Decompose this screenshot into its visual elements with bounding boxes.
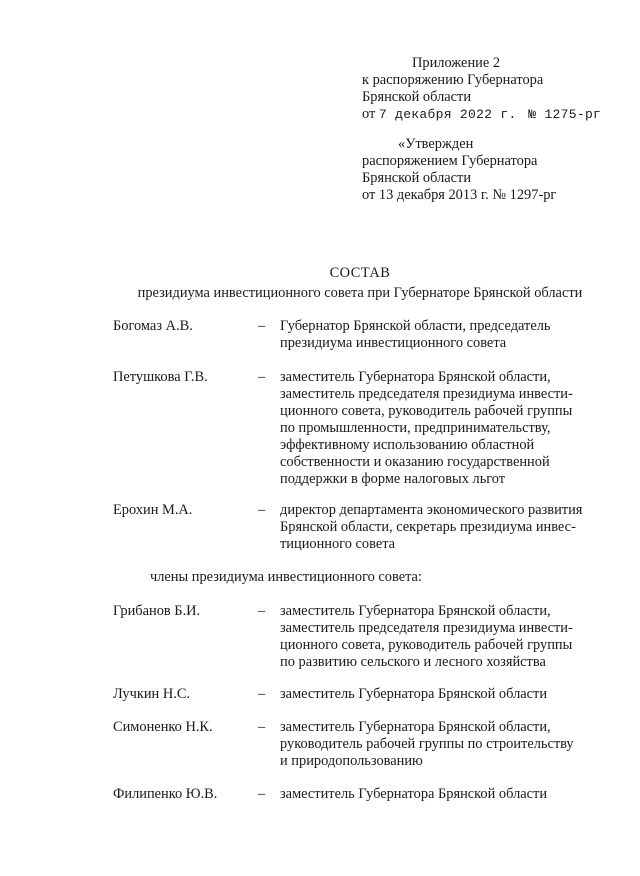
person-position [280,686,585,703]
position-line: Губернатор Брянской области, председатель [280,318,551,334]
position-line: по промышленности, предпринимательству, [280,420,551,436]
dash: – [258,686,266,702]
position-line: заместитель председателя президиума инвести- [280,620,573,636]
appendix-date-line [362,106,601,123]
person-position [280,318,585,352]
dash: – [258,603,266,619]
members-label: члены президиума инвестиционного совета: [150,569,422,585]
position-line: тиционного совета [280,536,396,552]
dash: – [258,318,266,334]
approved-line: от 13 декабря 2013 г. № 1297-рг [362,187,557,203]
dash: – [258,369,266,385]
person-position [280,719,585,770]
handwritten-date: 7 декабря 2022 г. [378,107,517,122]
person-name: Ерохин М.А. [113,502,193,518]
position-line: директор департамента экономического развития [280,502,583,518]
person-position [280,603,585,671]
dash: – [258,502,266,518]
position-line: заместитель Губернатора Брянской области [280,686,548,702]
person-position [280,502,585,553]
appendix-line: Брянской области [362,89,472,105]
position-line: руководитель рабочей группы по строительству [280,736,574,752]
order-number: № 1275-рг [528,107,602,122]
appendix-title: Приложение 2 [412,55,501,71]
position-line: ционного совета, руководитель рабочей группы [280,637,573,653]
position-line: по развитию сельского и лесного хозяйства [280,654,546,670]
position-line: и природопользованию [280,753,423,769]
dash: – [258,786,266,802]
approved-line: «Утвержден [398,136,474,152]
appendix-line: к распоряжению Губернатора [362,72,544,88]
position-line: поддержки в форме налоговых льгот [280,471,506,487]
position-line: заместитель Губернатора Брянской области, [280,369,551,385]
person-name: Лучкин Н.С. [113,686,191,702]
person-name: Грибанов Б.И. [113,603,201,619]
person-name: Богомаз А.В. [113,318,193,334]
position-line: заместитель председателя президиума инвести- [280,386,573,402]
person-position [280,786,585,803]
document-title: СОСТАВ [329,265,391,281]
document-subtitle: президиума инвестиционного совета при Губернаторе Брянской области [137,285,583,301]
person-name: Филипенко Ю.В. [113,786,218,802]
position-line: Брянской области, секретарь президиума инвес- [280,519,576,535]
dash: – [258,719,266,735]
date-prefix: от [362,106,376,122]
position-line: ционного совета, руководитель рабочей группы [280,403,573,419]
person-name: Петушкова Г.В. [113,369,208,385]
position-line: президиума инвестиционного совета [280,335,507,351]
position-line: эффективному использованию областной [280,437,535,453]
position-line: заместитель Губернатора Брянской области, [280,603,551,619]
approved-line: Брянской области [362,170,472,186]
position-line: заместитель Губернатора Брянской области [280,786,548,802]
approved-block [362,136,556,204]
position-line: собственности и оказанию государственной [280,454,550,470]
appendix-block [362,55,601,123]
person-name: Симоненко Н.К. [113,719,213,735]
position-line: заместитель Губернатора Брянской области, [280,719,551,735]
approved-line: распоряжением Губернатора [362,153,538,169]
person-position [280,369,585,488]
